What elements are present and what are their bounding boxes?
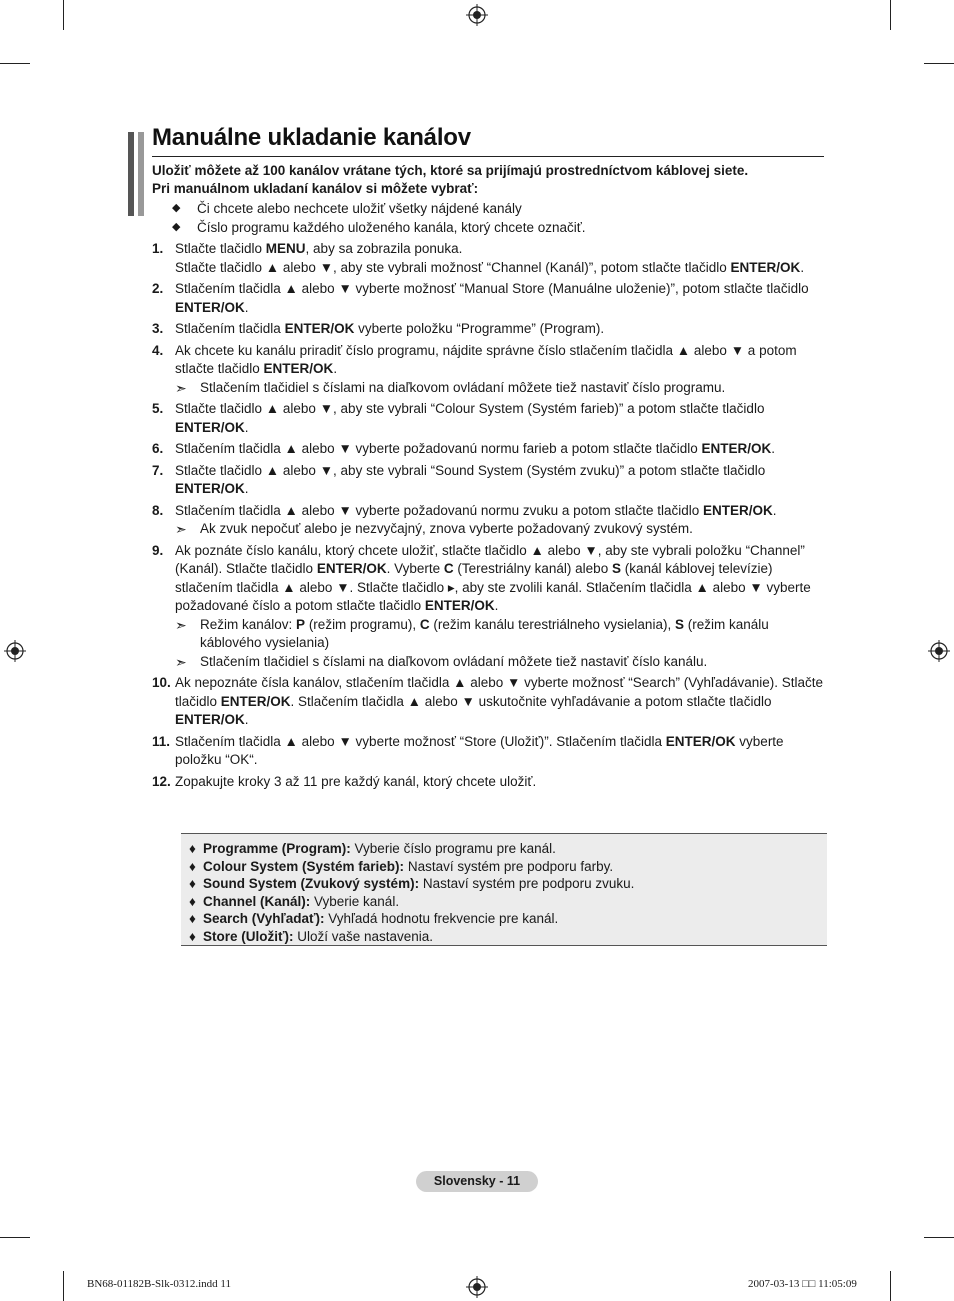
info-term: Sound System (Zvukový systém): — [203, 876, 420, 891]
text-run: Stlačením tlačidla ▲ alebo ▼ vyberte požadovanú normu zvuku a potom stlačte tlačidlo — [175, 502, 703, 518]
text-run: vyberte položku “OK“. — [175, 733, 784, 767]
info-description: Nastaví systém pre podporu farby. — [404, 858, 614, 874]
text-run: . — [333, 361, 338, 376]
emphasis-text: P — [296, 616, 306, 632]
bullet-item — [172, 199, 824, 218]
step-item — [152, 733, 824, 770]
text-run: Režim kanálov: — [200, 616, 297, 632]
page-title: Manuálne ukladanie kanálov — [152, 124, 471, 151]
step-text — [175, 259, 824, 278]
crop-mark — [890, 1271, 891, 1301]
print-imprint-file: BN68-01182B-Slk-0312.indd 11 — [87, 1278, 232, 1290]
note-text — [200, 653, 707, 672]
step-item — [152, 773, 824, 792]
step-note — [175, 616, 824, 653]
step-text — [175, 733, 824, 770]
emphasis-text: MENU — [265, 241, 306, 256]
text-run: Stlačením tlačidla — [175, 321, 285, 336]
diamond-bullet-icon: ♦ — [189, 893, 196, 909]
intro-line: Uložiť môžete až 100 kanálov vrátane tých, ktoré sa prijímajú prostredníctvom káblovej siete. — [152, 163, 749, 178]
step-body — [175, 400, 824, 437]
step-text — [175, 674, 824, 730]
registration-mark-icon — [466, 4, 488, 26]
info-item — [189, 858, 634, 876]
crop-mark — [890, 0, 891, 30]
info-description: Nastaví systém pre podporu zvuku. — [419, 876, 635, 891]
step-note — [175, 653, 824, 672]
text-run: . Stlačením tlačidla ▲ alebo ▼ uskutočnite vyhľadávanie a potom stlačte tlačidlo — [290, 693, 772, 709]
step-number: 1. — [152, 241, 164, 256]
step-body — [175, 440, 824, 459]
text-run: Stlačením tlačidla ▲ alebo ▼ vyberte možnosť “Store (Uložiť)”. Stlačením tlačidla — [175, 733, 666, 749]
info-item — [189, 840, 634, 858]
emphasis-text: ENTER/OK — [730, 259, 801, 275]
step-number: 7. — [152, 462, 164, 478]
diamond-bullet-icon: ♦ — [189, 858, 196, 874]
step-text — [175, 542, 824, 616]
emphasis-text: ENTER/OK — [263, 361, 334, 376]
text-run: Stlačte tlačidlo — [175, 241, 266, 256]
step-text — [175, 240, 824, 259]
info-item — [189, 910, 634, 928]
note-text — [200, 520, 693, 539]
step-number: 2. — [152, 281, 164, 296]
step-body — [175, 773, 824, 792]
step-body — [175, 733, 824, 770]
emphasis-text: ENTER/OK — [175, 481, 245, 496]
step-body — [175, 240, 824, 277]
text-run: (režim programu), — [305, 616, 420, 632]
step-body — [175, 542, 824, 672]
crop-mark — [63, 1271, 64, 1301]
text-run: Zopakujte kroky 3 až 11 pre každý kanál, ktorý chcete uložiť. — [175, 773, 537, 789]
crop-mark — [924, 63, 954, 64]
emphasis-text: ENTER/OK — [220, 693, 291, 709]
emphasis-text: ENTER/OK — [316, 561, 387, 576]
emphasis-text: ENTER/OK — [701, 441, 772, 456]
title-accent-bar — [138, 132, 144, 216]
emphasis-text: ENTER/OK — [665, 733, 736, 749]
info-item — [189, 875, 634, 893]
step-item — [152, 320, 824, 339]
emphasis-text: ENTER/OK — [424, 598, 495, 613]
text-run: Stlačením tlačidiel s číslami na diaľkovom ovládaní môžete tiež nastaviť číslo programu. — [200, 379, 726, 395]
step-body — [175, 342, 824, 398]
emphasis-text: S — [611, 561, 621, 576]
info-description: Uloží vaše nastavenia. — [293, 928, 434, 944]
info-list — [189, 840, 634, 945]
step-number: 6. — [152, 441, 164, 456]
steps-list — [152, 240, 824, 794]
step-text — [175, 320, 824, 339]
emphasis-text: C — [419, 616, 430, 632]
text-run: . — [244, 299, 249, 315]
note-text — [200, 379, 725, 398]
step-body — [175, 280, 824, 317]
step-number: 12. — [152, 773, 171, 789]
text-run: . — [244, 712, 249, 727]
step-number: 11. — [152, 733, 171, 749]
option-bullet-list — [172, 199, 824, 237]
step-body — [175, 674, 824, 730]
text-run: (režim kanálu káblového vysielania) — [200, 616, 769, 650]
info-term: Search (Vyhľadať): — [203, 911, 325, 926]
bullet-text: Číslo programu každého uloženého kanála, ktorý chcete označiť. — [197, 220, 586, 235]
emphasis-text: C — [443, 561, 454, 576]
text-run: Ak nepoznáte čísla kanálov, stlačením tlačidla ▲ alebo ▼ vyberte možnosť “Search” (Vyhľadávanie). Stlačte tlačidlo — [175, 675, 824, 709]
print-imprint-date: 2007-03-13 □□ 11:05:09 — [748, 1278, 857, 1290]
info-term: Store (Uložiť): — [203, 928, 294, 944]
text-run: Stlačte tlačidlo ▲ alebo ▼, aby ste vybrali možnosť “Channel (Kanál)”, potom stlačte tlačidlo — [175, 259, 731, 275]
step-text — [175, 280, 824, 317]
registration-mark-icon — [928, 640, 950, 662]
registration-mark-icon — [4, 640, 26, 662]
crop-mark — [0, 1237, 30, 1238]
note-arrow-icon: ➣ — [175, 521, 187, 537]
emphasis-text: ENTER/OK — [175, 712, 245, 727]
step-number: 9. — [152, 542, 164, 558]
info-text — [203, 840, 556, 858]
diamond-bullet-icon: ♦ — [189, 876, 196, 891]
text-run: . — [244, 481, 249, 496]
note-arrow-icon: ➣ — [175, 616, 187, 633]
text-run: Stlačením tlačidiel s číslami na diaľkovom ovládaní môžete tiež nastaviť číslo kanálu. — [200, 653, 708, 669]
text-run: . — [772, 502, 777, 518]
intro-line: Pri manuálnom ukladaní kanálov si môžete vybrať: — [152, 181, 479, 196]
info-description: Vyberie kanál. — [310, 893, 400, 909]
step-number: 4. — [152, 342, 164, 358]
diamond-bullet-icon: ◆ — [172, 202, 181, 214]
step-item — [152, 502, 824, 539]
bullet-text: Či chcete alebo nechcete uložiť všetky nájdené kanály — [197, 201, 522, 216]
step-body — [175, 502, 824, 539]
registration-mark-icon — [466, 1276, 488, 1298]
crop-mark — [924, 1237, 954, 1238]
text-run: . — [494, 598, 499, 613]
step-text — [175, 400, 824, 437]
intro-text — [152, 162, 824, 198]
step-note — [175, 379, 824, 398]
step-text — [175, 502, 824, 521]
step-item — [152, 400, 824, 437]
step-item — [152, 240, 824, 277]
info-text — [203, 858, 613, 876]
step-text — [175, 462, 824, 499]
bullet-item — [172, 218, 824, 237]
text-run: vyberte položku “Programme” (Program). — [354, 321, 605, 336]
step-text — [175, 773, 824, 792]
text-run: (režim kanálu terestriálneho vysielania), — [429, 616, 675, 632]
step-item — [152, 280, 824, 317]
info-description: Vyberie číslo programu pre kanál. — [350, 841, 556, 856]
info-text — [203, 893, 399, 911]
text-run: Stlačte tlačidlo ▲ alebo ▼, aby ste vybrali “Sound System (Systém zvuku)” a potom stlačte tlačidlo — [175, 462, 766, 478]
text-run: . — [244, 419, 249, 435]
note-arrow-icon: ➣ — [175, 379, 187, 396]
info-box — [181, 833, 827, 946]
step-number: 5. — [152, 401, 164, 416]
emphasis-text: ENTER/OK — [175, 419, 245, 435]
diamond-bullet-icon: ♦ — [189, 841, 196, 856]
step-item — [152, 674, 824, 730]
info-item — [189, 893, 634, 911]
text-run: Stlačením tlačidla ▲ alebo ▼ vyberte požadovanú normu farieb a potom stlačte tlačidlo — [175, 441, 702, 456]
step-item — [152, 542, 824, 672]
title-accent-bar — [128, 132, 134, 216]
info-term: Channel (Kanál): — [203, 893, 311, 909]
text-run: Stlačením tlačidla ▲ alebo ▼ vyberte možnosť “Manual Store (Manuálne uloženie)”, potom stlačte tlačidlo — [175, 281, 809, 296]
info-item — [189, 928, 634, 946]
text-run: . Vyberte — [386, 561, 444, 576]
page-number-badge: Slovensky - 11 — [416, 1171, 538, 1192]
step-item — [152, 440, 824, 459]
text-run: (Terestriálny kanál) alebo — [453, 561, 612, 576]
text-run: , aby sa zobrazila ponuka. — [305, 241, 463, 256]
crop-mark — [63, 0, 64, 30]
emphasis-text: S — [674, 616, 684, 632]
text-run: . — [771, 441, 776, 456]
step-text — [175, 342, 824, 379]
step-body — [175, 320, 824, 339]
text-run: Ak zvuk nepočuť alebo je nezvyčajný, znova vyberte požadovaný zvukový systém. — [200, 521, 693, 536]
step-number: 10. — [152, 675, 171, 690]
step-body — [175, 462, 824, 499]
emphasis-text: ENTER/OK — [703, 502, 773, 518]
info-text — [203, 910, 558, 928]
crop-mark — [0, 63, 30, 64]
text-run: (kanál káblovej televízie) stlačením tlačidla ▲ alebo ▼. Stlačte tlačidlo ▸, aby ste zvolili kanál. Stlačením tlačidla ▲ alebo ▼ vyberte požadované číslo a potom stlačte tlačidlo — [175, 561, 811, 613]
title-divider — [152, 156, 824, 157]
step-number: 3. — [152, 321, 164, 336]
info-text — [203, 928, 433, 946]
note-arrow-icon: ➣ — [175, 653, 187, 670]
emphasis-text: ENTER/OK — [175, 299, 245, 315]
emphasis-text: ENTER/OK — [284, 321, 355, 336]
note-text — [200, 616, 824, 653]
step-item — [152, 342, 824, 398]
step-number: 8. — [152, 502, 164, 518]
diamond-bullet-icon: ♦ — [189, 928, 196, 944]
info-text — [203, 875, 634, 893]
info-term: Programme (Program): — [203, 841, 351, 856]
text-run: Stlačte tlačidlo ▲ alebo ▼, aby ste vybrali “Colour System (Systém farieb)” a potom stlačte tlačidlo — [175, 401, 765, 416]
info-description: Vyhľadá hodnotu frekvencie pre kanál. — [324, 911, 559, 926]
step-item — [152, 462, 824, 499]
text-run: . — [800, 259, 805, 275]
diamond-bullet-icon: ♦ — [189, 911, 196, 926]
info-term: Colour System (Systém farieb): — [203, 858, 405, 874]
step-text — [175, 440, 824, 459]
text-run: Ak poznáte číslo kanálu, ktorý chcete uložiť, stlačte tlačidlo ▲ alebo ▼, aby ste vybrali položku “Channel” (Kanál). Stlačte tlačidlo — [175, 542, 805, 576]
text-run: Ak chcete ku kanálu priradiť číslo programu, nájdite správne číslo stlačením tlačidla ▲ alebo ▼ a potom stlačte tlačidlo — [175, 342, 797, 376]
diamond-bullet-icon: ◆ — [172, 221, 181, 233]
step-note — [175, 520, 824, 539]
